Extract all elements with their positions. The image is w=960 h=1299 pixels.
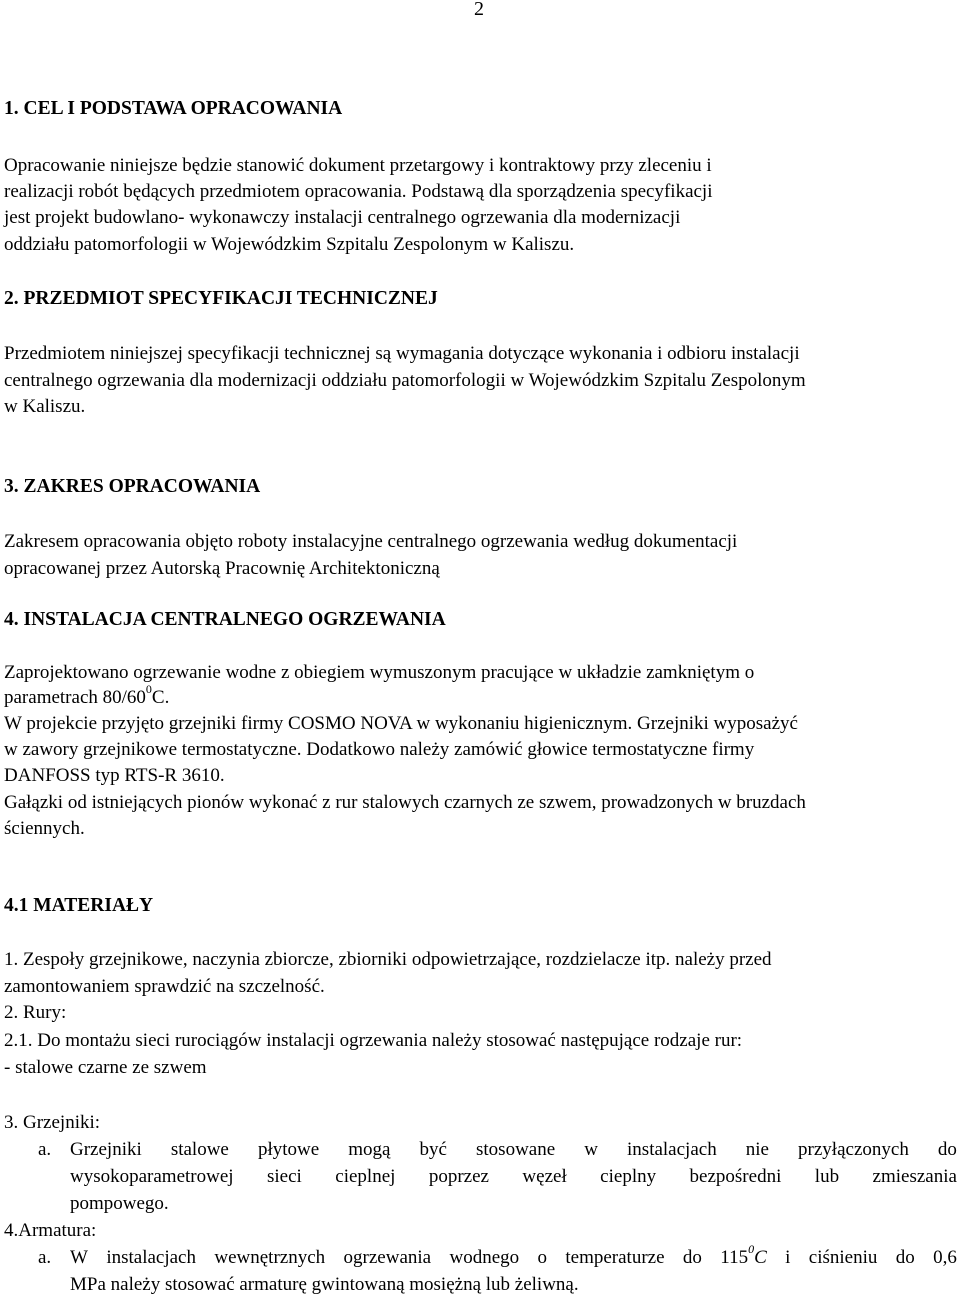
page-number: 2 [474, 0, 484, 20]
paragraph-line [4, 682, 170, 711]
word: w [584, 1139, 598, 1160]
word: instalacjach [627, 1139, 717, 1160]
word: wysokoparametrowej [70, 1166, 234, 1187]
paragraph-line: w Kaliszu. [4, 396, 86, 417]
section-41-heading: 4.1 MATERIAŁY [4, 895, 154, 916]
list-marker: a. [38, 1139, 52, 1160]
item-a-line: pompowego. [70, 1193, 169, 1214]
word: lub [814, 1166, 840, 1187]
word: przyłączonych [798, 1139, 909, 1160]
section-2-heading: 2. PRZEDMIOT SPECYFIKACJI TECHNICZNEJ [4, 288, 438, 309]
word: cieplnej [335, 1166, 396, 1187]
word: wodnego [449, 1247, 520, 1268]
word: węzeł [522, 1166, 567, 1187]
word: stosowane [476, 1139, 556, 1160]
paragraph-line: opracowanej przez Autorską Pracownię Architektoniczną [4, 558, 440, 579]
paragraph-line: realizacji robót będących przedmiotem opracowania. Podstawą dla sporządzenia specyfikacji [4, 181, 713, 202]
paragraph-line: Gałązki od istniejących pionów wykonać z rur stalowych czarnych ze szwem, prowadzonych w bruzdach [4, 792, 806, 813]
paragraph-line: jest projekt budowlano- wykonawczy instalacji centralnego ogrzewania dla modernizacji [4, 207, 681, 228]
paragraph-line: oddziału patomorfologii w Wojewódzkim Szpitalu Zespolonym w Kaliszu. [4, 234, 575, 255]
word: wewnętrznych [214, 1247, 326, 1268]
paragraph-line: DANFOSS typ RTS-R 3610. [4, 765, 225, 786]
paragraph-line: ściennych. [4, 818, 85, 839]
temperature-unit: C [754, 1247, 767, 1268]
word: o [537, 1247, 547, 1268]
word: nie [745, 1139, 769, 1160]
word: mogą [348, 1139, 391, 1160]
word: sieci [267, 1166, 302, 1187]
param-unit: C. [151, 687, 170, 708]
item-b-line [70, 1242, 957, 1271]
paragraph-line: 2. Rury: [4, 1002, 67, 1023]
word: i [785, 1247, 791, 1268]
word: bezpośredni [689, 1166, 782, 1187]
word: instalacjach [106, 1247, 196, 1268]
param-text: parametrach 80/60 [4, 687, 146, 708]
word: do [895, 1247, 915, 1268]
armatura-label: 4.Armatura: [4, 1220, 97, 1241]
word: do [682, 1247, 702, 1268]
section-1-heading: 1. CEL I PODSTAWA OPRACOWANIA [4, 98, 343, 119]
paragraph-line: W projekcie przyjęto grzejniki firmy COSMO NOVA w wykonaniu higienicznym. Grzejniki wyposażyć [4, 713, 798, 734]
item-a-line [70, 1137, 957, 1163]
degree-sup: 0 [748, 1242, 755, 1256]
paragraph-line: Zakresem opracowania objęto roboty instalacyjne centralnego ogrzewania według dokumentacji [4, 531, 738, 552]
paragraph-line: w zawory grzejnikowe termostatyczne. Dodatkowo należy zamówić głowice termostatyczne firmy [4, 739, 755, 760]
word: ogrzewania [343, 1247, 432, 1268]
word: cieplny [600, 1166, 657, 1187]
word: płytowe [257, 1139, 320, 1160]
word: Grzejniki [70, 1139, 142, 1160]
paragraph-line: Opracowanie niniejsze będzie stanowić dokument przetargowy i kontraktowy przy zleceniu i [4, 155, 712, 176]
section-3-heading: 3. ZAKRES OPRACOWANIA [4, 476, 261, 497]
word: zmieszania [872, 1166, 957, 1187]
word: W [70, 1247, 88, 1268]
temperature-value [720, 1242, 767, 1271]
section-4-heading: 4. INSTALACJA CENTRALNEGO OGRZEWANIA [4, 609, 446, 630]
paragraph-line: Przedmiotem niniejszej specyfikacji technicznej są wymagania dotyczące wykonania i odbioru instalacji [4, 343, 800, 364]
word: stalowe [170, 1139, 229, 1160]
paragraph-line: 1. Zespoły grzejnikowe, naczynia zbiorcze, zbiorniki odpowietrzające, rozdzielacze itp. należy przed [4, 949, 772, 970]
item-b-line: MPa należy stosować armaturę gwintowaną mosiężną lub żeliwną. [70, 1274, 579, 1295]
item-a-line [70, 1164, 957, 1190]
word: poprzez [428, 1166, 489, 1187]
grzejniki-label: 3. Grzejniki: [4, 1112, 101, 1133]
word: do [937, 1139, 957, 1160]
paragraph-line: - stalowe czarne ze szwem [4, 1057, 207, 1078]
paragraph-line: 2.1. Do montażu sieci rurociągów instalacji ogrzewania należy stosować następujące rodzaje rur: [4, 1030, 743, 1051]
word: być [419, 1139, 447, 1160]
word: temperaturze [565, 1247, 665, 1268]
word: ciśnieniu [808, 1247, 878, 1268]
paragraph-line: zamontowaniem sprawdzić na szczelność. [4, 976, 325, 997]
word: 0,6 [933, 1247, 957, 1268]
temperature-number: 115 [720, 1247, 749, 1268]
list-marker: a. [38, 1247, 52, 1268]
paragraph-line: Zaprojektowano ogrzewanie wodne z obiegiem wymuszonym pracujące w układzie zamkniętym o [4, 662, 755, 683]
degree-sup: 0 [145, 682, 152, 696]
paragraph-line: centralnego ogrzewania dla modernizacji oddziału patomorfologii w Wojewódzkim Szpitalu Zespolonym [4, 370, 806, 391]
